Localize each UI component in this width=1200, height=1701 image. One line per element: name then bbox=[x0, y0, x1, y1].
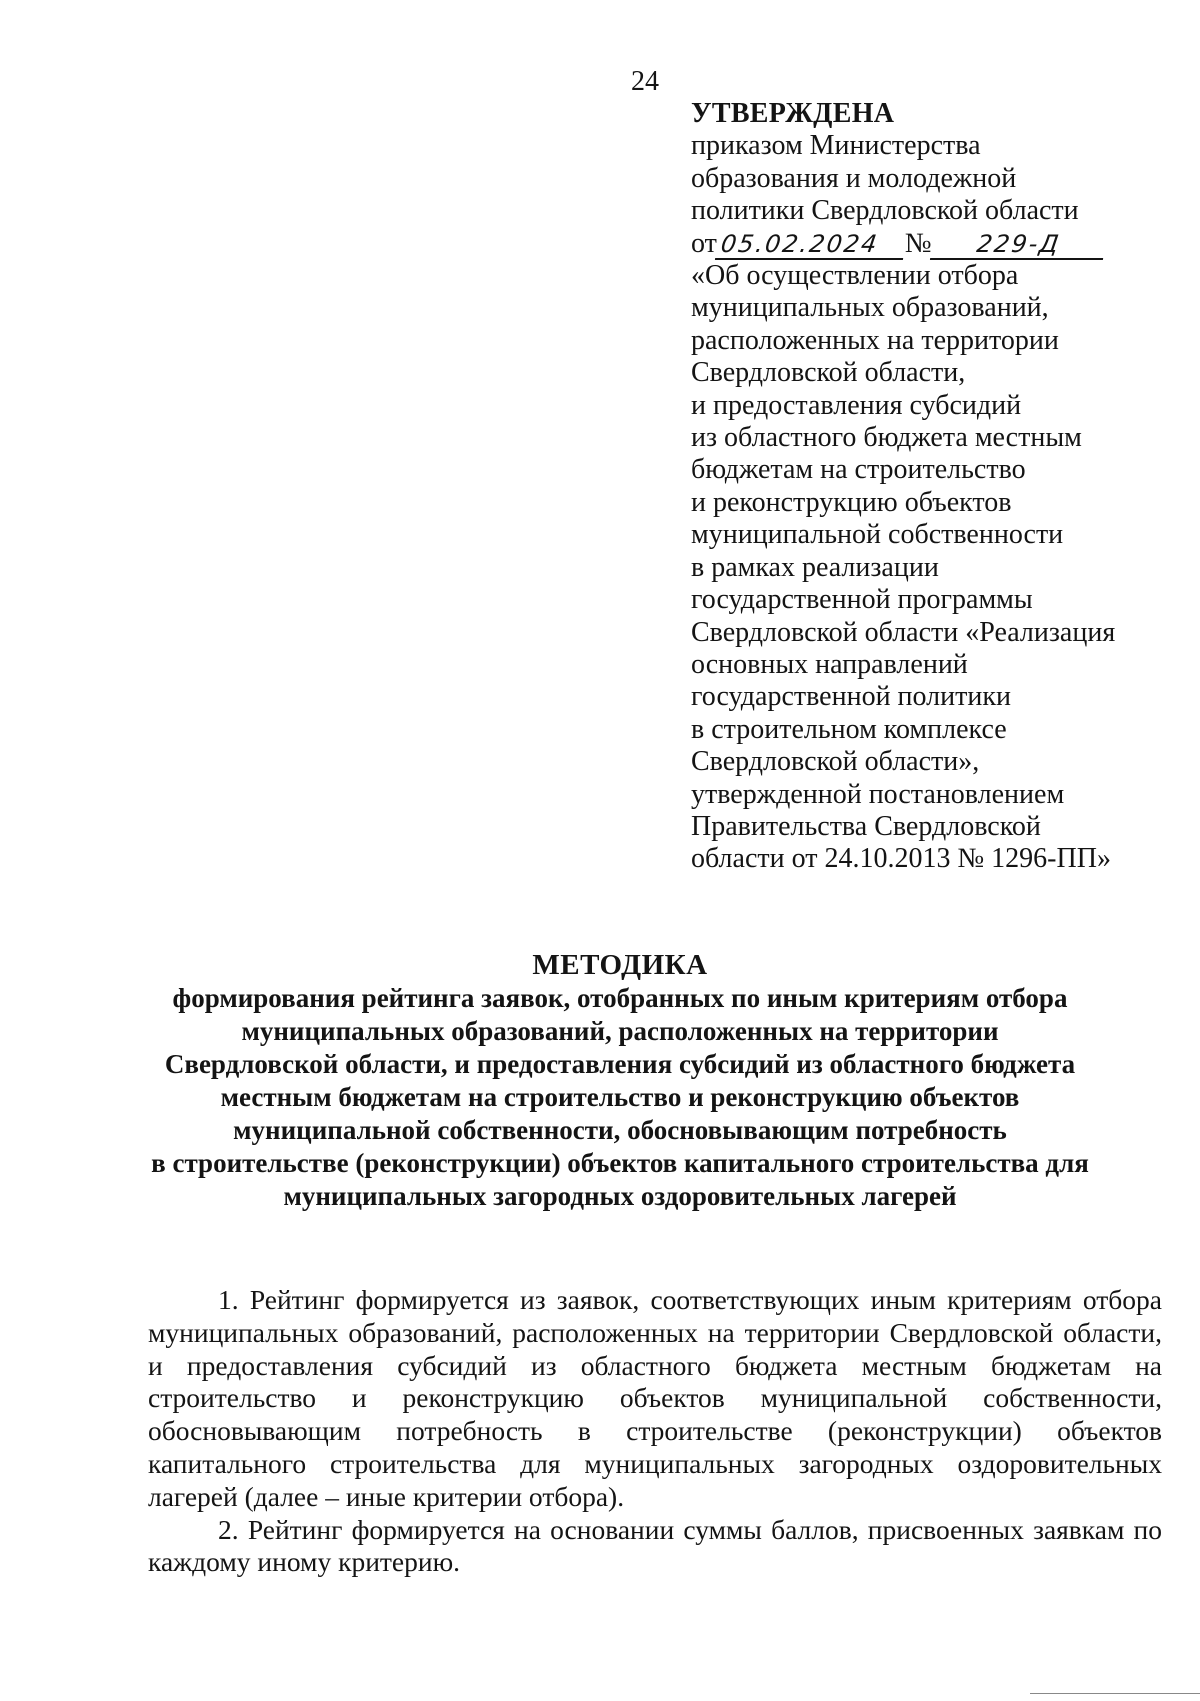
handwritten-date: 05.02.2024 bbox=[715, 230, 907, 260]
order-title-line: Свердловской области», bbox=[691, 746, 980, 778]
approval-line: политики Свердловской области bbox=[691, 195, 1079, 227]
order-title-line: утвержденной постановлением bbox=[691, 778, 1065, 810]
order-title-line: основных направлений bbox=[691, 648, 968, 680]
order-title-line: государственной программы bbox=[691, 584, 1033, 616]
document-subtitle-line: местным бюджетам на строительство и реконструкцию объектов bbox=[220, 1082, 1020, 1112]
order-title-line: муниципальной собственности bbox=[691, 519, 1064, 551]
order-title-line: государственной политики bbox=[691, 681, 1011, 713]
page-number: 24 bbox=[631, 66, 659, 97]
order-title-line: «Об осуществлении отбора bbox=[691, 260, 1019, 292]
document-subtitle-line: муниципальной собственности, обосновывающим потребность bbox=[233, 1115, 1007, 1145]
approval-line: образования и молодежной bbox=[691, 162, 1017, 194]
order-title-line: и реконструкцию объектов bbox=[691, 486, 1012, 518]
order-title-line: Свердловской области «Реализация bbox=[691, 616, 1116, 648]
order-prefix: от bbox=[691, 227, 717, 259]
order-title-line: в строительном комплексе bbox=[691, 713, 1007, 745]
document-subtitle-line: формирования рейтинга заявок, отобранных по иным критериям отбора bbox=[172, 983, 1068, 1013]
document-title: МЕТОДИКА bbox=[532, 949, 708, 981]
order-title-line: бюджетам на строительство bbox=[691, 454, 1026, 486]
number-sign: № bbox=[904, 227, 932, 259]
document-subtitle-line: муниципальных загородных оздоровительных лагерей bbox=[283, 1181, 957, 1211]
body-paragraph: 2. Рейтинг формируется на основании суммы баллов, присвоенных заявкам по каждому иному критерию. bbox=[148, 1513, 1162, 1578]
order-title-line: из областного бюджета местным bbox=[691, 422, 1082, 454]
order-title-line: расположенных на территории bbox=[691, 324, 1059, 356]
approval-stamp: УТВЕРЖДЕНА bbox=[691, 98, 895, 129]
document-body bbox=[148, 1284, 1162, 1579]
body-paragraph: 1. Рейтинг формируется из заявок, соответствующих иным критериям отбора муниципальных образований, расположенных на территории Свердловской области, и предоставления субсидий из областного бюджета местным бюджетам на строительство и реконструкцию объектов муниципальной собственности, обосновывающим потребность в строительстве (реконструкции) объектов капитального строительства для муниципальных загородных оздоровительных лагерей (далее – иные критерии отбора). bbox=[148, 1284, 1162, 1512]
order-title-line: муниципальных образований, bbox=[691, 292, 1049, 324]
scan-edge-mark bbox=[1030, 1693, 1200, 1697]
order-reference bbox=[691, 228, 1161, 260]
order-title-line: Правительства Свердловской bbox=[691, 810, 1041, 842]
document-subtitle-line: в строительстве (реконструкции) объектов капитального строительства для bbox=[151, 1148, 1089, 1178]
approval-line: приказом Министерства bbox=[691, 130, 981, 162]
approval-block bbox=[691, 98, 1161, 876]
order-title-line: в рамках реализации bbox=[691, 551, 939, 583]
order-title-line: Свердловской области, bbox=[691, 357, 966, 389]
document-title-block bbox=[100, 948, 1140, 1213]
document-subtitle-line: муниципальных образований, расположенных на территории bbox=[241, 1016, 999, 1046]
order-title-line: области от 24.10.2013 № 1296-ПП» bbox=[691, 843, 1111, 875]
order-title-line: и предоставления субсидий bbox=[691, 389, 1022, 421]
handwritten-order-number: 229-Д bbox=[929, 230, 1106, 260]
document-subtitle-line: Свердловской области, и предоставления субсидий из областного бюджета bbox=[164, 1049, 1076, 1079]
